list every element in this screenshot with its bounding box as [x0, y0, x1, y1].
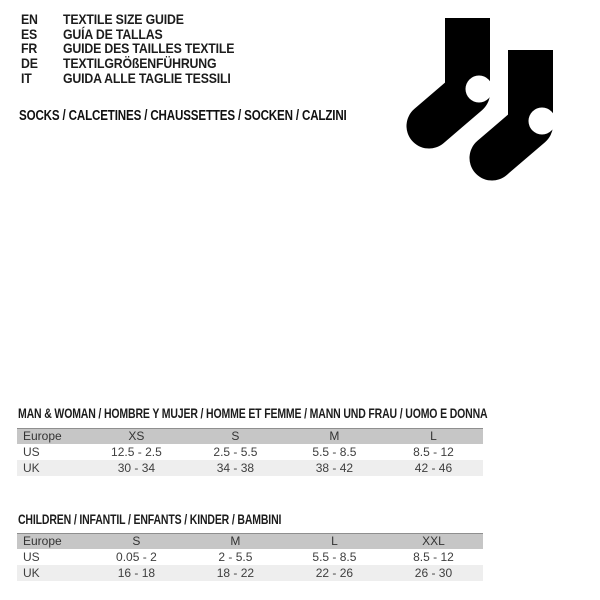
- row-label: UK: [23, 566, 40, 580]
- language-label: GUÍA DE TALLAS: [63, 25, 163, 42]
- language-row-de: [21, 56, 258, 71]
- socks-icon-svg: [405, 8, 570, 183]
- row-label: US: [23, 445, 40, 459]
- language-row-fr: [21, 41, 258, 56]
- language-label: GUIDE DES TAILLES TEXTILE: [63, 40, 235, 57]
- row-label: UK: [23, 461, 40, 475]
- table-row-us: [17, 549, 483, 565]
- language-list: [21, 12, 258, 85]
- language-label: TEXTILE SIZE GUIDE: [63, 11, 184, 28]
- size-cell: 5.5 - 8.5: [312, 445, 357, 459]
- size-cell: 30 - 34: [117, 461, 156, 475]
- sock-left: [429, 18, 493, 126]
- size-table-man-woman: [17, 428, 483, 476]
- column-header-s: S: [132, 534, 141, 548]
- size-cell: 34 - 38: [216, 461, 255, 475]
- size-cell: 8.5 - 12: [413, 550, 454, 564]
- size-table-children: [17, 533, 483, 581]
- table-header-row: [17, 429, 483, 445]
- size-cell: 2 - 5.5: [218, 550, 253, 564]
- language-row-es: [21, 27, 258, 42]
- size-cell: 16 - 18: [117, 566, 156, 580]
- column-header-europe: Europe: [23, 429, 62, 443]
- table-title-man-woman: MAN & WOMAN / HOMBRE Y MUJER / HOMME ET FEMME / MANN UND FRAU / UOMO E DONNA: [18, 405, 488, 421]
- table-title-children: CHILDREN / INFANTIL / ENFANTS / KINDER / BAMBINI: [18, 511, 282, 527]
- language-row-en: [21, 12, 258, 27]
- table-row-uk: [17, 460, 483, 476]
- table-row-uk: [17, 565, 483, 581]
- size-cell: 2.5 - 5.5: [213, 445, 258, 459]
- language-label: GUIDA ALLE TAGLIE TESSILI: [63, 69, 231, 86]
- language-code: ES: [21, 25, 38, 42]
- size-cell: 26 - 30: [414, 566, 453, 580]
- size-cell: 12.5 - 2.5: [111, 445, 162, 459]
- size-cell: 5.5 - 8.5: [312, 550, 357, 564]
- size-cell: 0.05 - 2: [116, 550, 157, 564]
- column-header-l: L: [331, 534, 338, 548]
- size-cell: 18 - 22: [216, 566, 255, 580]
- category-subtitle: SOCKS / CALCETINES / CHAUSSETTES / SOCKEN / CALZINI: [19, 108, 347, 124]
- language-code: DE: [21, 55, 38, 72]
- socks-icon: [405, 8, 570, 183]
- size-cell: 42 - 46: [414, 461, 453, 475]
- size-cell: 38 - 42: [315, 461, 354, 475]
- column-header-xs: XS: [128, 429, 145, 443]
- column-header-l: L: [430, 429, 437, 443]
- language-code: FR: [21, 40, 38, 57]
- column-header-m: M: [230, 534, 241, 548]
- column-header-europe: Europe: [23, 534, 62, 548]
- column-header-m: M: [329, 429, 340, 443]
- language-row-it: [21, 70, 258, 85]
- column-header-xxl: XXL: [422, 534, 445, 548]
- language-code: EN: [21, 11, 38, 28]
- size-cell: 22 - 26: [315, 566, 354, 580]
- language-code: IT: [21, 69, 32, 86]
- size-cell: 8.5 - 12: [413, 445, 454, 459]
- table-header-row: [17, 534, 483, 550]
- language-label: TEXTILGRÖßENFÜHRUNG: [63, 55, 217, 72]
- sock-right: [492, 50, 556, 158]
- row-label: US: [23, 550, 40, 564]
- column-header-s: S: [231, 429, 240, 443]
- table-row-us: [17, 444, 483, 460]
